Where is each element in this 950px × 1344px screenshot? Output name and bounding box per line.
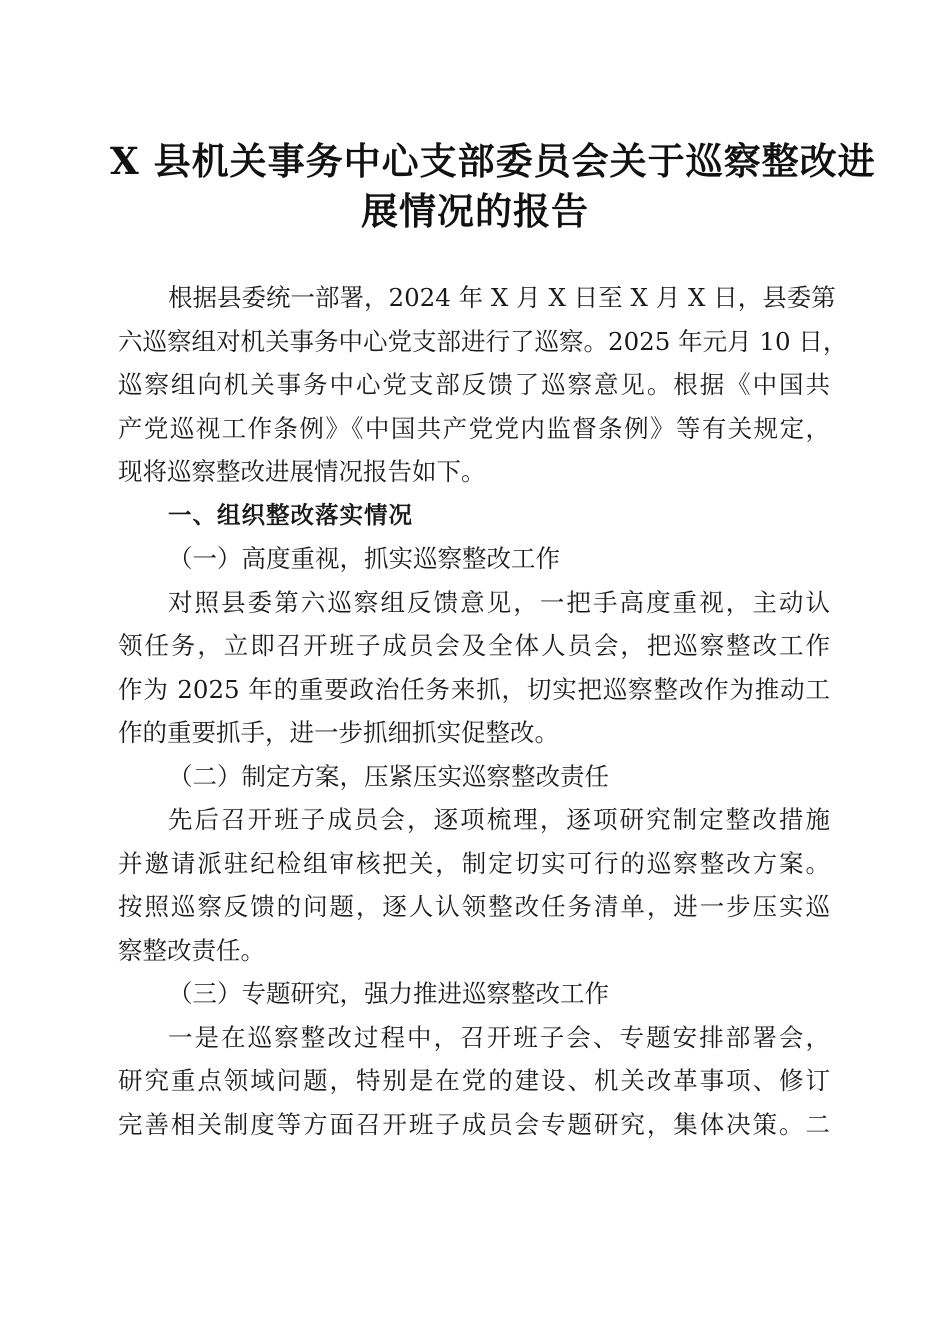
paragraph-line: 按照巡察反馈的问题，逐人认领整改任务清单，进一步压实巡 (118, 892, 830, 921)
subsection-heading: （三）专题研究，强力推进巡察整改工作 (168, 979, 609, 1008)
paragraph-line: 产党巡视工作条例》《中国共产党党内监督条例》等有关规定， (118, 413, 830, 443)
paragraph-line: 对照县委第六巡察组反馈意见，一把手高度重视，主动认 (168, 587, 830, 617)
paragraph-line: 研究重点领域问题，特别是在党的建设、机关改革事项、修订 (118, 1066, 830, 1095)
paragraph-line: 巡察组向机关事务中心党支部反馈了巡察意见。根据《中国共 (118, 370, 830, 399)
document-body (118, 276, 848, 1146)
paragraph-line: 察整改责任。 (118, 935, 265, 965)
paragraph-line: 并邀请派驻纪检组审核把关，制定切实可行的巡察整改方案。 (118, 848, 830, 878)
subsection-heading: （一）高度重视，抓实巡察整改工作 (168, 544, 560, 573)
title-line: X 县机关事务中心支部委员会关于巡察整改进 (110, 139, 876, 183)
subsection-heading: （二）制定方案，压紧压实巡察整改责任 (168, 761, 609, 791)
paragraph-line: 现将巡察整改进展情况报告如下。 (118, 457, 486, 486)
title-line: 展情况的报告 (361, 189, 589, 233)
paragraph-line: 作为 2025 年的重要政治任务来抓，切实把巡察整改作为推动工 (118, 674, 830, 704)
paragraph-line: 一是在巡察整改过程中，召开班子会、专题安排部署会， (168, 1022, 830, 1052)
paragraph-line: 先后召开班子成员会，逐项梳理，逐项研究制定整改措施 (168, 805, 830, 834)
section-heading: 一、组织整改落实情况 (168, 500, 413, 529)
paragraph-line: 作的重要抓手，进一步抓细抓实促整改。 (118, 718, 559, 747)
paragraph-line: 六巡察组对机关事务中心党支部进行了巡察。2025 年元月 10 日， (118, 326, 848, 356)
paragraph-line: 完善相关制度等方面召开班子成员会专题研究，集体决策。二 (118, 1109, 830, 1139)
paragraph-line: 领任务，立即召开班子成员会及全体人员会，把巡察整改工作 (118, 631, 830, 660)
paragraph-line: 根据县委统一部署，2024 年 X 月 X 日至 X 月 X 日，县委第 (168, 283, 836, 312)
document-title (110, 136, 876, 236)
